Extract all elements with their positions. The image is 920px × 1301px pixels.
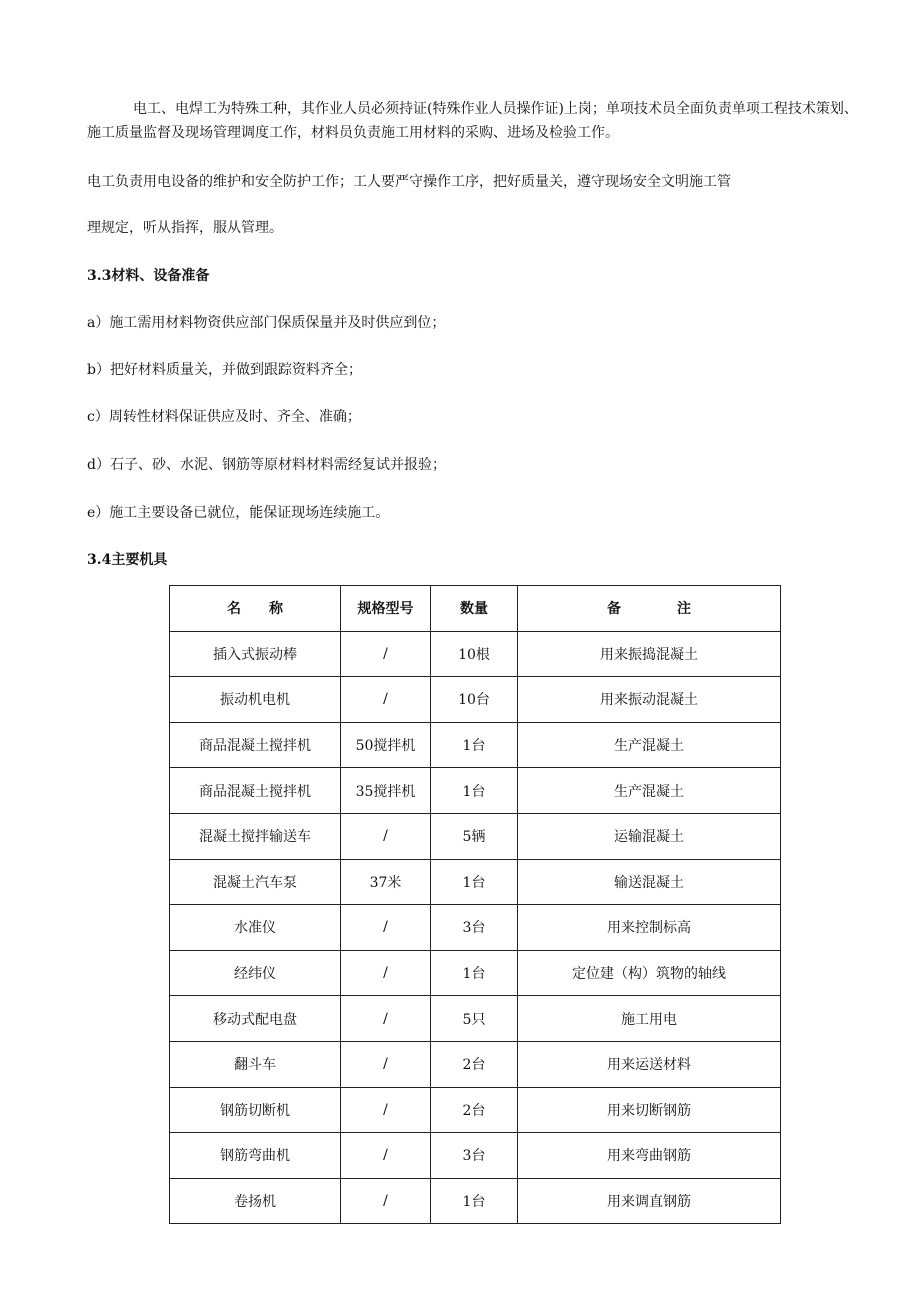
list-item-b: b）把好材料质量关，并做到跟踪资料齐全； (87, 362, 362, 378)
table-row (170, 631, 781, 677)
cell-quantity: 5辆 (431, 813, 518, 859)
table-header-row (170, 586, 781, 632)
header-name: 名 称 (170, 586, 341, 632)
section-heading-3-3: 3.3材料、设备准备 (87, 268, 210, 284)
cell-quantity: 5只 (431, 996, 518, 1042)
cell-remarks: 用来弯曲钢筋 (518, 1133, 781, 1179)
cell-quantity: 2台 (431, 1087, 518, 1133)
cell-model: / (341, 813, 431, 859)
cell-name: 振动机电机 (170, 677, 341, 723)
cell-name: 移动式配电盘 (170, 996, 341, 1042)
table-row (170, 905, 781, 951)
cell-remarks: 用来振动混凝土 (518, 677, 781, 723)
cell-remarks: 用来振捣混凝土 (518, 631, 781, 677)
cell-model: / (341, 1133, 431, 1179)
cell-model: 50搅拌机 (341, 722, 431, 768)
table-row (170, 859, 781, 905)
table-row (170, 677, 781, 723)
cell-name: 混凝土汽车泵 (170, 859, 341, 905)
cell-quantity: 1台 (431, 950, 518, 996)
cell-model: 35搅拌机 (341, 768, 431, 814)
cell-remarks: 用来切断钢筋 (518, 1087, 781, 1133)
list-item-a: a）施工需用材料物资供应部门保质保量并及时供应到位； (87, 315, 446, 331)
cell-remarks: 施工用电 (518, 996, 781, 1042)
cell-remarks: 输送混凝土 (518, 859, 781, 905)
cell-name: 商品混凝土搅拌机 (170, 722, 341, 768)
cell-model: / (341, 905, 431, 951)
paragraph-electrician-duties-cont: 理规定，听从指挥，服从管理。 (87, 220, 283, 236)
header-remarks: 备 注 (518, 586, 781, 632)
cell-quantity: 3台 (431, 905, 518, 951)
list-item-e: e）施工主要设备已就位，能保证现场连续施工。 (87, 505, 390, 521)
paragraph-personnel-duties: 电工、电焊工为特殊工种，其作业人员必须持证(特殊作业人员操作证)上岗；单项技术员全面负责单项工程技术策划、施工质量监督及现场管理调度工作，材料员负责施工用材料的采购、进场及检验工作。 (87, 101, 858, 141)
cell-model: / (341, 1041, 431, 1087)
cell-name: 水准仪 (170, 905, 341, 951)
table-body (170, 631, 781, 1224)
cell-quantity: 1台 (431, 768, 518, 814)
header-model: 规格型号 (341, 586, 431, 632)
cell-remarks: 用来调直钢筋 (518, 1178, 781, 1224)
table-row (170, 813, 781, 859)
cell-quantity: 1台 (431, 1178, 518, 1224)
table-row (170, 1133, 781, 1179)
cell-remarks: 运输混凝土 (518, 813, 781, 859)
table-row (170, 722, 781, 768)
cell-name: 商品混凝土搅拌机 (170, 768, 341, 814)
cell-name: 翻斗车 (170, 1041, 341, 1087)
table-row (170, 1087, 781, 1133)
cell-remarks: 生产混凝土 (518, 768, 781, 814)
cell-name: 插入式振动棒 (170, 631, 341, 677)
cell-remarks: 用来控制标高 (518, 905, 781, 951)
cell-name: 卷扬机 (170, 1178, 341, 1224)
cell-remarks: 生产混凝土 (518, 722, 781, 768)
cell-model: / (341, 1087, 431, 1133)
header-quantity: 数量 (431, 586, 518, 632)
cell-model: / (341, 677, 431, 723)
section-heading-3-4: 3.4主要机具 (87, 552, 168, 568)
cell-model: 37米 (341, 859, 431, 905)
cell-name: 混凝土搅拌输送车 (170, 813, 341, 859)
equipment-table (169, 585, 781, 1224)
table-row (170, 1041, 781, 1087)
cell-remarks: 定位建（构）筑物的轴线 (518, 950, 781, 996)
cell-model: / (341, 631, 431, 677)
cell-quantity: 1台 (431, 859, 518, 905)
cell-quantity: 1台 (431, 722, 518, 768)
cell-model: / (341, 996, 431, 1042)
cell-quantity: 2台 (431, 1041, 518, 1087)
list-item-c: c）周转性材料保证供应及时、齐全、准确； (87, 409, 361, 425)
cell-remarks: 用来运送材料 (518, 1041, 781, 1087)
list-item-d: d）石子、砂、水泥、钢筋等原材料材料需经复试并报验； (87, 457, 446, 473)
cell-model: / (341, 1178, 431, 1224)
cell-name: 经纬仪 (170, 950, 341, 996)
cell-name: 钢筋切断机 (170, 1087, 341, 1133)
table-row (170, 950, 781, 996)
table-row (170, 768, 781, 814)
cell-quantity: 10根 (431, 631, 518, 677)
table-row (170, 1178, 781, 1224)
cell-quantity: 3台 (431, 1133, 518, 1179)
cell-quantity: 10台 (431, 677, 518, 723)
cell-name: 钢筋弯曲机 (170, 1133, 341, 1179)
table-row (170, 996, 781, 1042)
paragraph-electrician-duties: 电工负责用电设备的维护和安全防护工作；工人要严守操作工序，把好质量关，遵守现场安全文明施工管 (87, 174, 731, 190)
cell-model: / (341, 950, 431, 996)
